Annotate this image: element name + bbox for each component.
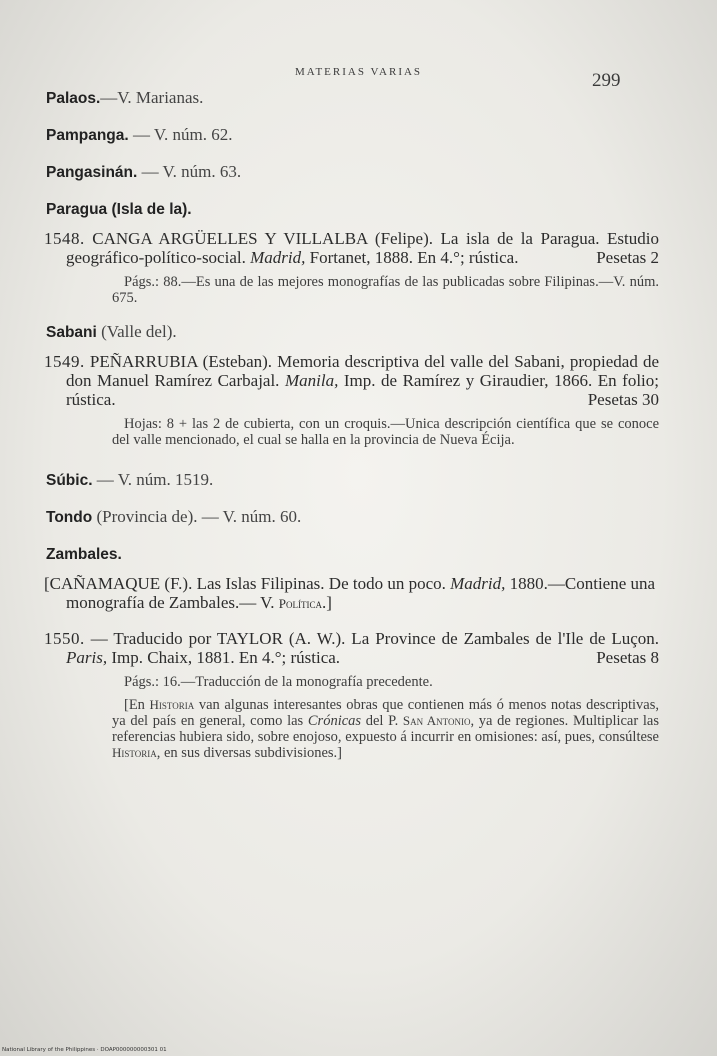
heading-zambales: [46, 544, 659, 564]
entry-number: 1548.: [44, 229, 85, 248]
heading-title: Súbic.: [46, 472, 93, 489]
entry-price: Pesetas 2: [596, 248, 659, 267]
note-historia: [44, 697, 659, 762]
entry-text: PEÑARRUBIA (Esteban). Memoria descriptiva del valle del Sabani, propiedad de don Manuel Ramírez Carbajal.: [66, 352, 659, 390]
entry-price: Pesetas 8: [596, 648, 659, 667]
running-head: MATERIAS VARIAS: [294, 66, 423, 78]
entry-text: Fortanet, 1888. En 4.°; rústica.: [305, 248, 519, 267]
heading-palaos: [46, 88, 659, 108]
note-1550: Págs.: 16.—Traducción de la monografía precedente.: [124, 674, 433, 690]
heading-reference: (Provincia de). — V. núm. 60.: [92, 507, 302, 526]
entry-1549: [44, 352, 659, 409]
entry-text: 1880.—Contiene una monografía de Zambales.— V.: [66, 574, 656, 612]
heading-pangasinan: [46, 162, 659, 182]
scan-credit: National Library of the Philippines · DOAP000000000301 01: [2, 1047, 167, 1053]
heading-title: Sabani: [46, 324, 97, 341]
note-text: , ya de regiones. Multiplicar las referencias hubiera sido, sobre enojoso, expuesto á incurrir en omisiones: así, pues, consúltese: [112, 713, 659, 745]
entry-place: Paris,: [66, 648, 108, 667]
note-title: Crónicas: [307, 713, 362, 729]
heading-title: Paragua (Isla de la).: [46, 201, 192, 218]
note-reference: Historia: [112, 745, 157, 760]
heading-title: Pampanga.: [46, 127, 129, 144]
heading-paragua: [46, 199, 659, 219]
heading-subic: [46, 470, 659, 490]
note-text: [En: [124, 696, 150, 713]
entry-canamaque: [44, 574, 659, 613]
entry-place: Madrid,: [450, 574, 506, 593]
heading-reference: — V. núm. 62.: [128, 125, 233, 144]
entry-text: — Traducido por TAYLOR (A. W.). La Province de Zambales de l'Ile de Luçon.: [84, 629, 659, 648]
note-author: San Antonio: [402, 713, 471, 728]
heading-tondo: [46, 507, 659, 527]
heading-reference: —V. Marianas.: [100, 88, 204, 107]
heading-reference: — V. núm. 1519.: [92, 470, 214, 489]
page-content: [44, 88, 659, 778]
note-1549: Hojas: 8 + las 2 de cubierta, con un croquis.—Unica descripción científica que se conoce del valle mencionado, el cual se halla en la provincia de Nueva Écija.: [112, 416, 659, 448]
page-number: 299: [592, 70, 621, 91]
entry-text: Imp. de Ramírez y Giraudier, 1866. En folio; rústica.: [66, 371, 659, 409]
entry-text: CANGA ARGÜELLES Y VILLALBA (Felipe). La isla de la Paragua. Estudio geográfico-político-social.: [66, 229, 659, 267]
heading-reference: — V. núm. 63.: [137, 162, 242, 181]
heading-reference: (Valle del).: [96, 322, 177, 341]
note-1548: Págs.: 88.—Es una de las mejores monografías de las publicadas sobre Filipinas.—V. núm. 675.: [112, 274, 659, 306]
heading-title: Palaos.: [46, 90, 101, 107]
entry-place: Madrid,: [250, 248, 306, 267]
entry-reference: Política: [278, 596, 322, 611]
entry-place: Manila,: [284, 371, 339, 390]
heading-pampanga: [46, 125, 659, 145]
note-text: van algunas interesantes obras que contienen más ó menos notas descriptivas, ya del país en general, como las: [112, 696, 660, 729]
heading-title: Tondo: [46, 509, 93, 526]
note-text: del P.: [361, 713, 403, 729]
entry-1548: [44, 229, 659, 267]
heading-sabani: [46, 322, 659, 342]
entry-text: .]: [322, 593, 332, 612]
entry-1550: [44, 629, 659, 667]
entry-price: Pesetas 30: [587, 390, 659, 409]
entry-number: 1550.: [44, 629, 85, 648]
heading-title: Pangasinán.: [46, 164, 138, 181]
entry-text: [CAÑAMAQUE (F.). Las Islas Filipinas. De todo un poco.: [44, 574, 451, 593]
note-reference: Historia: [149, 696, 195, 712]
heading-title: Zambales.: [46, 546, 122, 563]
entry-number: 1549.: [44, 352, 85, 371]
entry-text: Imp. Chaix, 1881. En 4.°; rústica.: [107, 648, 341, 667]
note-text: , en sus diversas subdivisiones.]: [156, 745, 342, 761]
